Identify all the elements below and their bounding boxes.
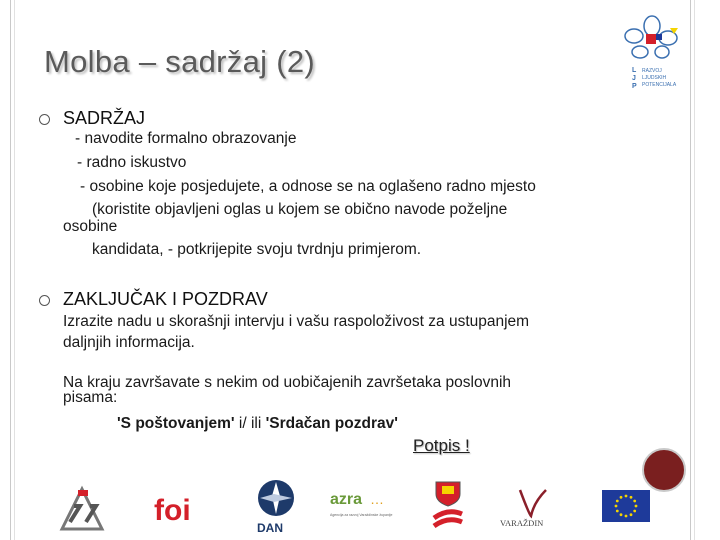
closing-phrase-2: 'Srdačan pozdrav'	[265, 415, 398, 432]
dan-text: DAN	[257, 521, 283, 535]
logo-text-3: POTENCIJALA	[642, 82, 677, 88]
logo-letter-l: L	[632, 67, 637, 74]
content-line: - radno iskustvo	[77, 154, 187, 171]
content-line: pisama:	[63, 389, 118, 406]
content-line: (koristite objavljeni oglas u kojem se obično navode poželjne	[92, 201, 508, 218]
logo-text-1: RAZVOJ	[642, 68, 662, 74]
slide-border-right-inner	[694, 0, 695, 540]
closing-connector: i/ ili	[234, 415, 266, 432]
foi-logo	[154, 488, 200, 528]
rljp-logo	[612, 10, 692, 90]
azra-subtitle: Agencija za razvoj Varaždinske županije	[330, 513, 393, 517]
slide-title: Molba – sadržaj (2)	[44, 44, 316, 79]
content-line: Na kraju završavate s nekim od uobičajenih završetaka poslovnih	[63, 374, 512, 391]
closing-phrase-1: 'S poštovanjem'	[117, 415, 235, 432]
bullet-icon	[39, 114, 50, 125]
section-heading-sadrzaj: SADRŽAJ	[63, 108, 146, 128]
section-heading-zakljucak: ZAKLJUČAK I POZDRAV	[63, 289, 268, 309]
content-line: Izrazite nadu u skorašnji intervju i vašu raspoloživost za ustupanjem	[63, 313, 530, 330]
content-line: - osobine koje posjedujete, a odnose se na oglašeno radno mjesto	[80, 178, 536, 195]
content-line: - navodite formalno obrazovanje	[75, 130, 297, 147]
logo-text-2: LJUDSKIH	[642, 75, 667, 81]
content-line: daljnjih informacija.	[63, 334, 195, 351]
bullet-icon	[39, 295, 50, 306]
varazdin-text: VARAŽDIN	[500, 518, 544, 528]
signature-text: Potpis !	[413, 436, 470, 455]
partner-logos	[0, 474, 720, 540]
foi-text: foi	[154, 494, 191, 527]
slide-border-left	[10, 0, 11, 540]
zz-logo	[52, 484, 114, 534]
dan-logo	[253, 478, 299, 536]
flower-icon	[625, 16, 678, 58]
logo-letter-p: P	[632, 83, 637, 90]
coat-of-arms-logo	[430, 478, 466, 534]
content-line: osobine	[63, 218, 118, 235]
slide-border-left-inner	[14, 0, 15, 540]
closing-phrases	[117, 414, 398, 434]
varazdin-logo	[498, 484, 560, 530]
azra-text: azra	[330, 491, 363, 508]
eu-flag-icon	[602, 490, 650, 522]
azra-logo	[330, 488, 394, 530]
logo-letter-j: J	[632, 75, 636, 82]
svg-text:…: …	[370, 491, 384, 507]
content-line: kandidata, - potkrijepite svoju tvrdnju primjerom.	[92, 241, 422, 258]
